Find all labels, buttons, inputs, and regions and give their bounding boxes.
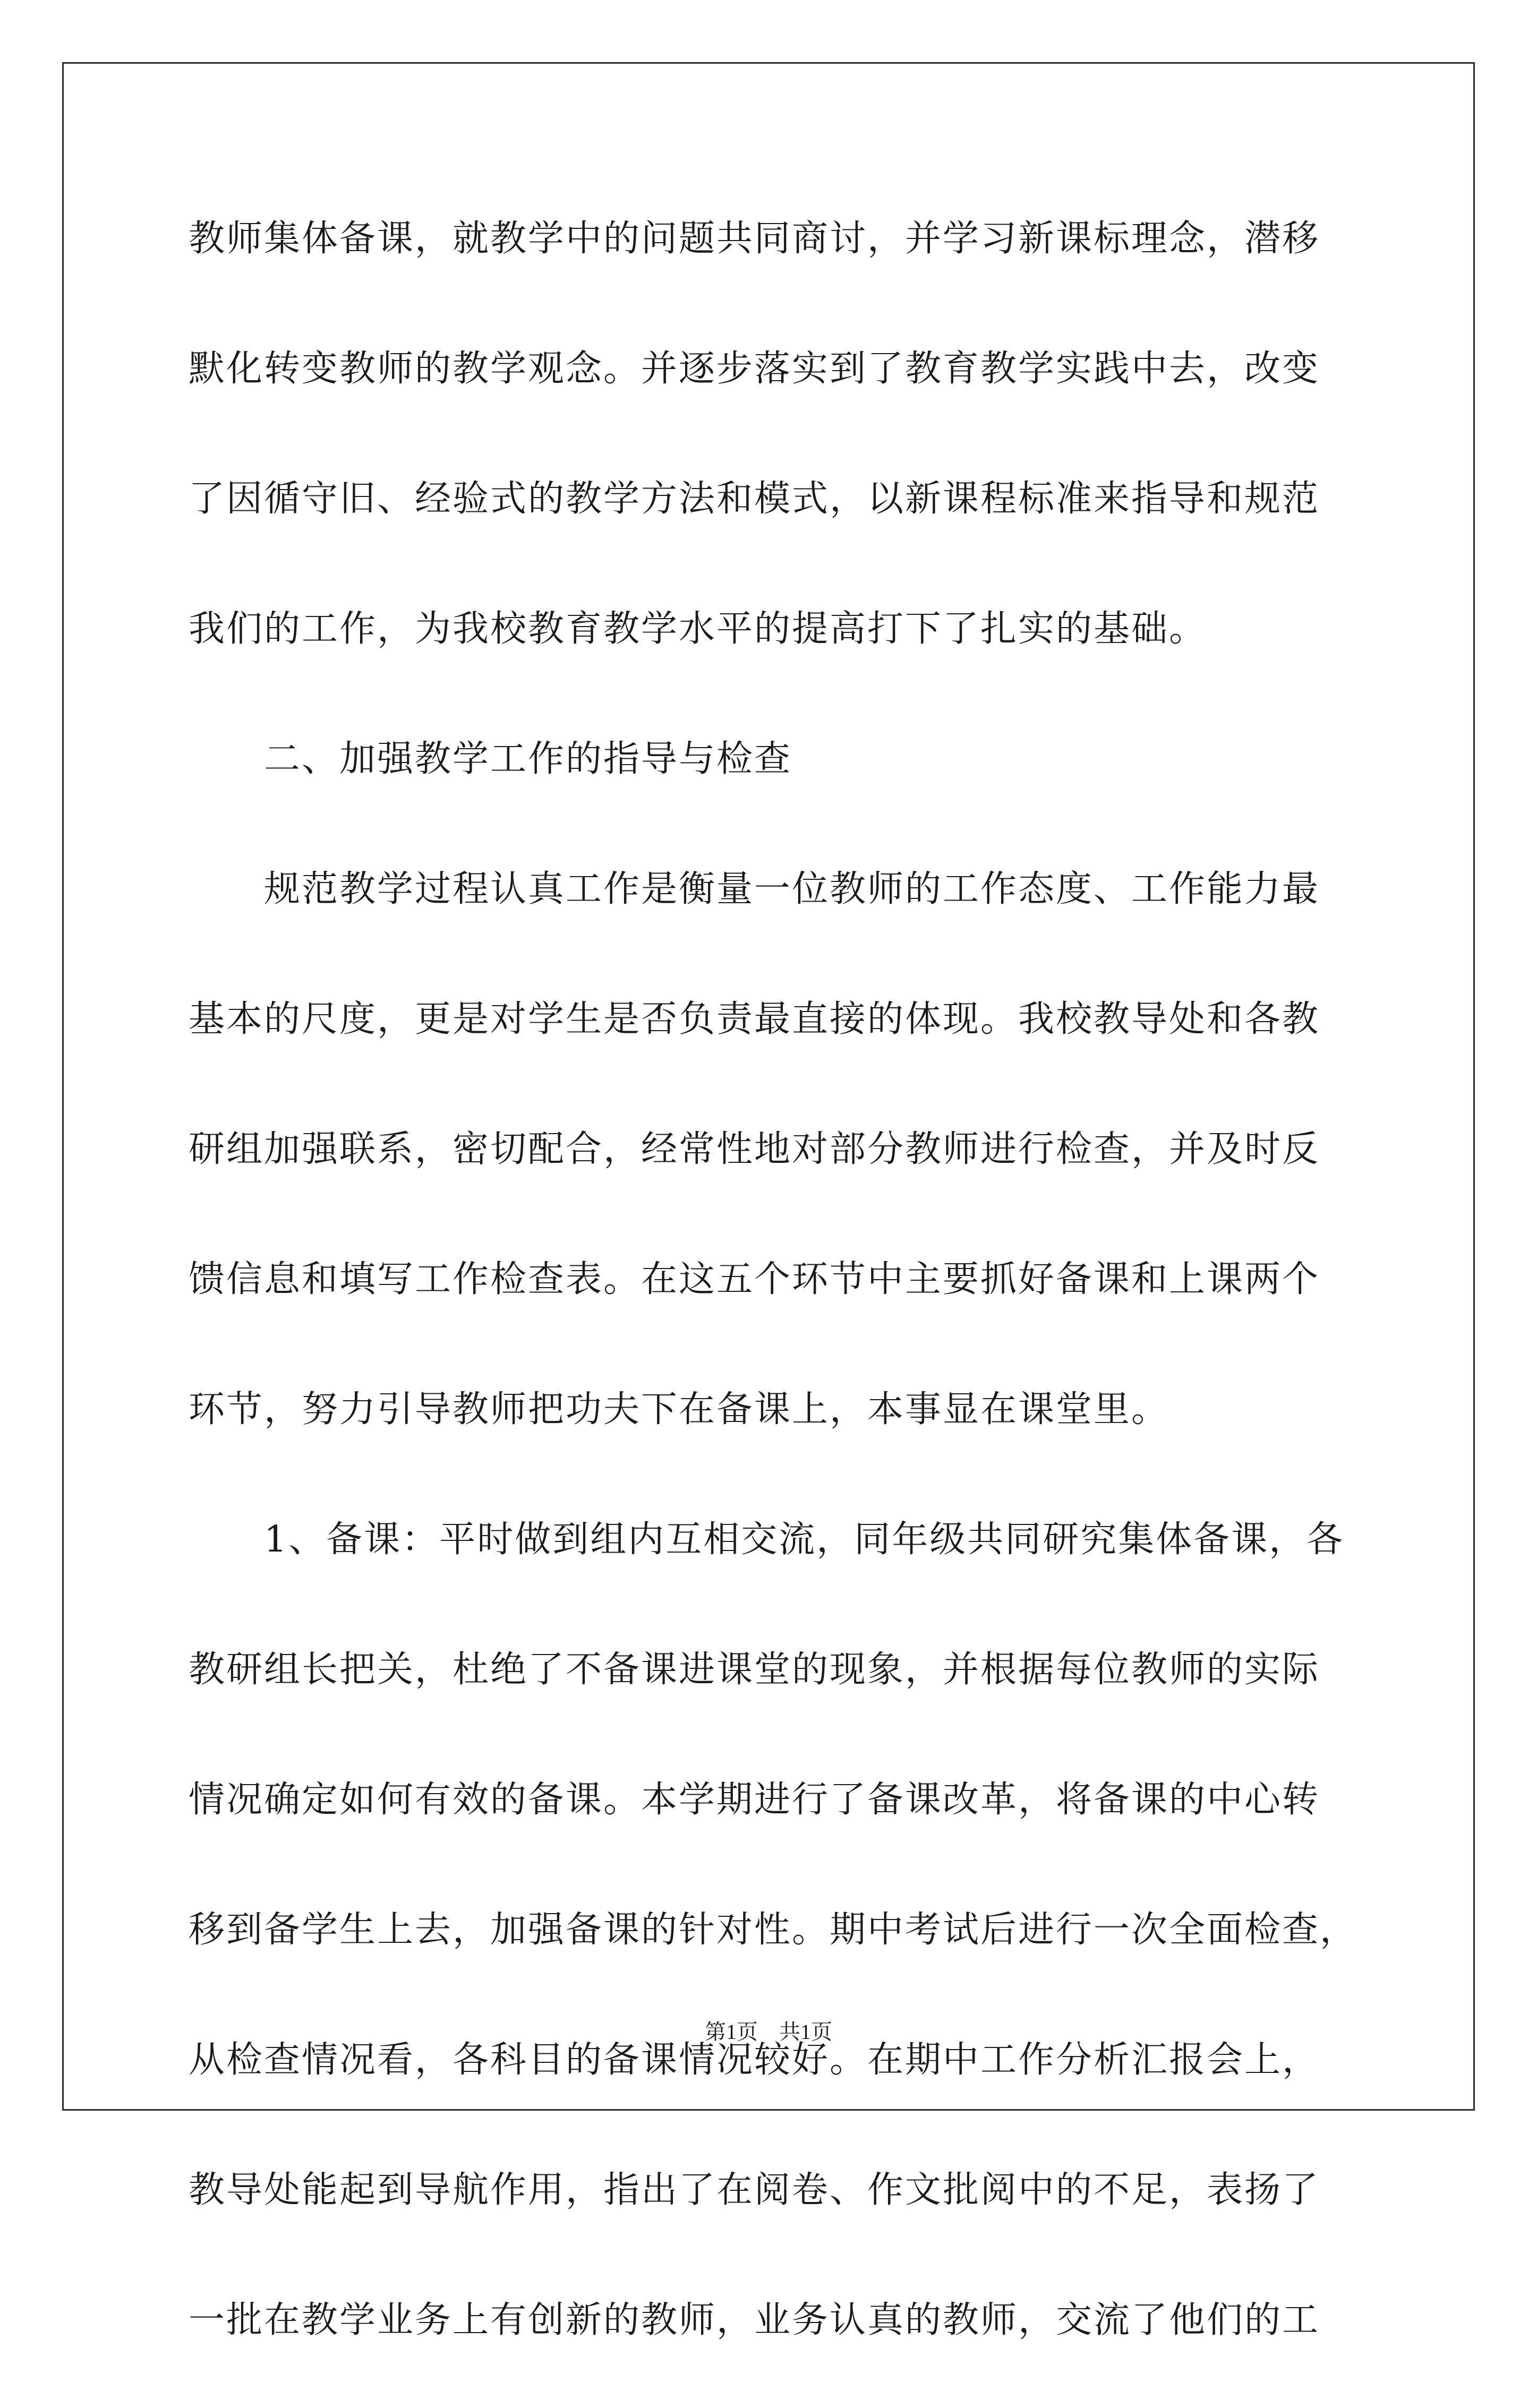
text-line: 研组加强联系，密切配合，经常性地对部分教师进行检查，并及时反 <box>189 1128 1320 1170</box>
document-body <box>189 196 1357 2408</box>
text-line: 我们的工作，为我校教育教学水平的提高打下了扎实的基础。 <box>189 608 1207 650</box>
text-line: 情况确定如何有效的备课。本学期进行了备课改革，将备课的中心转 <box>189 1779 1320 1821</box>
text-line: 默化转变教师的教学观念。并逐步落实到了教育教学实践中去，改变 <box>189 348 1320 390</box>
page-footer <box>0 2015 1537 2045</box>
section-heading: 二、加强教学工作的指导与检查 <box>264 738 792 780</box>
text-line: 教研组长把关，杜绝了不备课进课堂的现象，并根据每位教师的实际 <box>189 1649 1320 1691</box>
text-line: 教师集体备课，就教学中的问题共同商讨，并学习新课标理念，潜移 <box>189 218 1320 260</box>
page-number-current: 第1页 <box>705 2020 758 2044</box>
text-line: 移到备学生上去，加强备课的针对性。期中考试后进行一次全面检查， <box>189 1909 1358 1951</box>
text-line: 馈信息和填写工作检查表。在这五个环节中主要抓好备课和上课两个 <box>189 1258 1320 1300</box>
text-line: 环节，努力引导教师把功夫下在备课上，本事显在课堂里。 <box>189 1389 1169 1430</box>
text-line: 从检查情况看，各科目的备课情况较好。在期中工作分析汇报会上， <box>189 2039 1320 2081</box>
text-line: 1、备课：平时做到组内互相交流，同年级共同研究集体备课，各 <box>264 1519 1345 1561</box>
page-number-total: 共1页 <box>779 2020 832 2044</box>
text-line: 一批在教学业务上有创新的教师，业务认真的教师，交流了他们的工 <box>189 2299 1320 2341</box>
text-line: 教导处能起到导航作用，指出了在阅卷、作文批阅中的不足，表扬了 <box>189 2169 1320 2211</box>
text-line: 了因循守旧、经验式的教学方法和模式，以新课程标准来指导和规范 <box>189 478 1320 520</box>
text-line: 基本的尺度，更是对学生是否负责最直接的体现。我校教导处和各教 <box>189 998 1320 1040</box>
text-line: 规范教学过程认真工作是衡量一位教师的工作态度、工作能力最 <box>264 868 1320 910</box>
